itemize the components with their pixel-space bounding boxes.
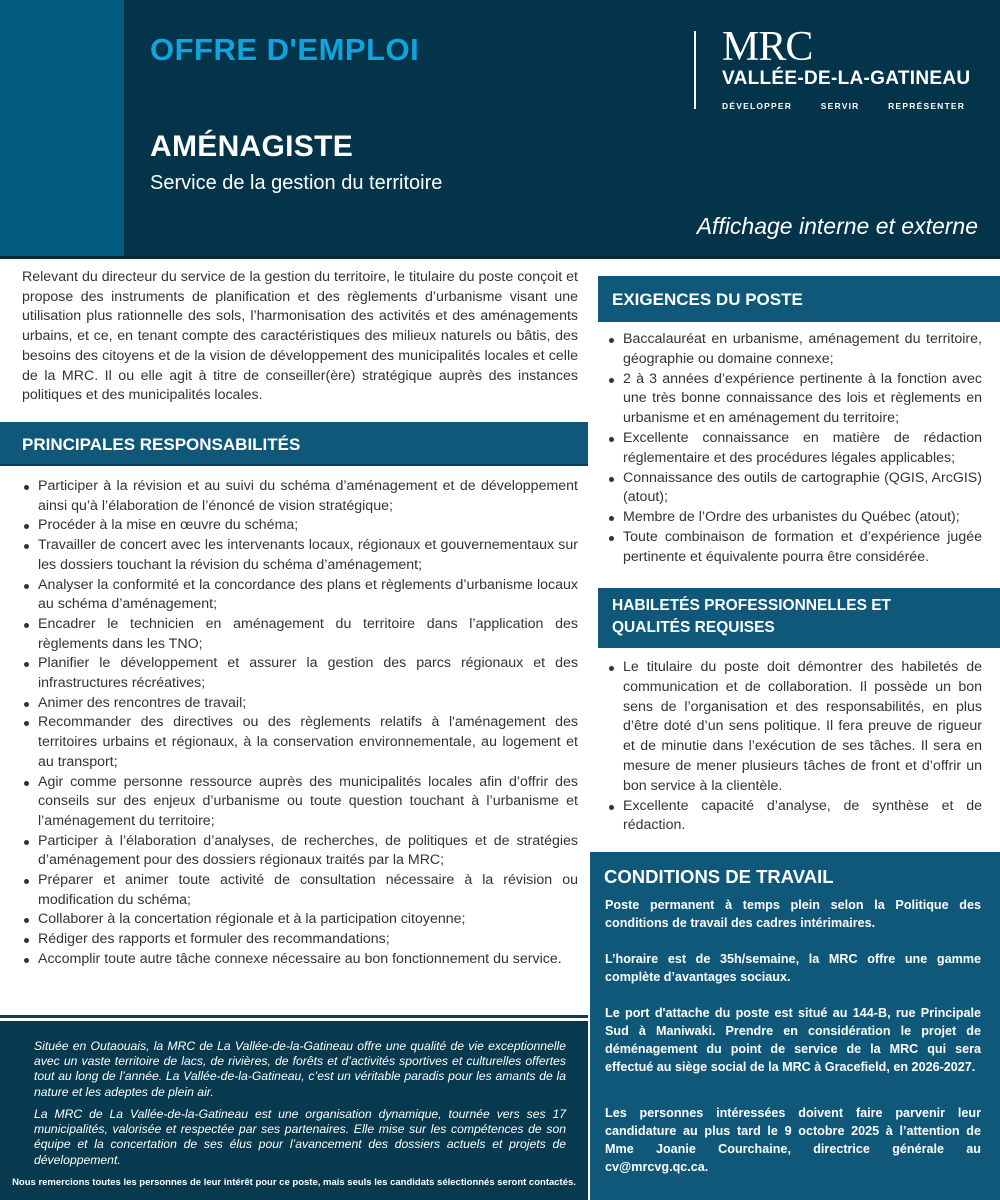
list-item: Membre de l’Ordre des urbanistes du Québec (atout);	[607, 508, 982, 528]
skills-heading-line: QUALITÉS REQUISES	[612, 619, 775, 636]
work-conditions-heading: CONDITIONS DE TRAVAIL	[604, 866, 834, 887]
list-item: Connaissance des outils de cartographie (QGIS, ArcGIS) (atout);	[607, 469, 982, 509]
list-item: Le titulaire du poste doit démontrer des habiletés de communication et de collaboration. Il possède un bon sens de l’organisation et des responsabilités, en plus d’être doté d’un sens politique. Il fera preuve de rigueur et de minutie dans l’exécution de ses tâches. Il sera en mesure de mener plusieurs tâches de front et d’offrir un bon service à la clientèle.	[607, 658, 982, 797]
list-item: Accomplir toute autre tâche connexe nécessaire au bon fonctionnement du service.	[22, 950, 578, 970]
conditions-paragraph: Poste permanent à temps plein selon la Politique des conditions de travail des cadres intérimaires.	[605, 898, 981, 930]
list-item: Planifier le développement et assurer la gestion des parcs régionaux et des infrastructures récréatives;	[22, 654, 578, 693]
list-item: Encadrer le technicien en aménagement du territoire dans l’application des règlements dans les TNO;	[22, 615, 578, 654]
responsibilities-heading: PRINCIPALES RESPONSABILITÉS	[0, 422, 588, 466]
requirements-list	[607, 330, 982, 568]
list-item: Excellente capacité d’analyse, de synthèse et de rédaction.	[607, 797, 982, 837]
list-item: Toute combinaison de formation et d’expérience jugée pertinente et équivalente pourra être considérée.	[607, 528, 982, 568]
list-item: Travailler de concert avec les intervenants locaux, régionaux et gouvernementaux sur les dossiers touchant la révision du schéma d’aménagement;	[22, 536, 578, 575]
about-paragraph: La MRC de La Vallée-de-la-Gatineau est une organisation dynamique, tournée vers ses 17 municipalités, valorisée et respectée par ses partenaires. Elle mise sur les compétences de son équipe et la concertation de ses élus pour l’avancement des dossiers actuels et projets de développement.	[34, 1107, 566, 1167]
section-divider	[0, 1015, 588, 1018]
list-item: Excellente connaissance en matière de rédaction réglementaire et des procédures légales applicables;	[607, 429, 982, 469]
conditions-paragraph: L’horaire est de 35h/semaine, la MRC offre une gamme complète d’avantages sociaux.	[605, 952, 981, 984]
posting-type: Affichage interne et externe	[696, 213, 978, 239]
skills-heading	[598, 588, 1000, 648]
list-item: Rédiger des rapports et formuler des recommandations;	[22, 930, 578, 950]
work-conditions-box	[590, 852, 1000, 1200]
conditions-paragraph: Le port d'attache du poste est situé au 144-B, rue Principale Sud à Maniwaki. Prendre en considération le projet de déménagement du point de service de la MRC qui sera effectué au siège social de la MRC à Gracefield, en 2026-2027.	[605, 1006, 981, 1074]
list-item: Participer à l’élaboration d’analyses, de recherches, de politiques et de stratégies d’aménagement pour des dossiers régionaux traités par la MRC;	[22, 832, 578, 871]
intro-paragraph: Relevant du directeur du service de la gestion du territoire, le titulaire du poste conçoit et propose des instruments de planification et des règlements d’urbanisme visant une utilisation plus rationnelle des sols, l’harmonisation des activités et des aménagements urbains, et ce, en tenant compte des caractéristiques des milieux naturels ou bâtis, des besoins des citoyens et de la vision de développement des municipalités locales et celle de la MRC. Il ou elle agit à titre de conseiller(ère) stratégique auprès des instances politiques et des municipalités locales.	[22, 269, 578, 404]
responsibilities-list	[22, 477, 578, 970]
header-accent-strip	[0, 0, 124, 258]
list-item: Analyser la conformité et la concordance des plans et règlements d’urbanisme locaux au schéma d’aménagement;	[22, 576, 578, 615]
job-title: AMÉNAGISTE	[150, 130, 354, 163]
skills-list	[607, 658, 982, 836]
logo-name: VALLÉE-DE-LA-GATINEAU	[722, 68, 971, 89]
list-item: Recommander des directives ou des règlements relatifs à l'aménagement des territoires urbains et régionaux, à la conservation environnementale, au logement et au transport;	[22, 713, 578, 772]
skills-heading-line: HABILETÉS PROFESSIONNELLES ET	[612, 597, 892, 614]
logo-tagline: DÉVELOPPER SERVIR REPRÉSENTER	[722, 101, 966, 111]
list-item: Baccalauréat en urbanisme, aménagement du territoire, géographie ou domaine connexe;	[607, 330, 982, 370]
list-item: Préparer et animer toute activité de consultation nécessaire à la révision ou modification du schéma;	[22, 871, 578, 910]
list-item: 2 à 3 années d’expérience pertinente à la fonction avec une très bonne connaissance des lois et règlements en urbanisme et en aménagement du territoire;	[607, 370, 982, 429]
list-item: Animer des rencontres de travail;	[22, 694, 578, 714]
requirements-heading: EXIGENCES DU POSTE	[598, 276, 1000, 322]
job-service: Service de la gestion du territoire	[150, 172, 443, 194]
thanks-note: Nous remercions toutes les personnes de leur intérêt pour ce poste, mais seuls les candidats sélectionnés seront contactés.	[12, 1177, 576, 1188]
list-item: Participer à la révision et au suivi du schéma d’aménagement et de développement ainsi qu’à l’élaboration de l’énoncé de vision stratégique;	[22, 477, 578, 516]
about-paragraph: Située en Outaouais, la MRC de La Vallée-de-la-Gatineau offre une qualité de vie exceptionnelle avec un vaste territoire de lacs, de rivières, de forêts et d’activités sportives et culturelles offertes tout au long de l’année. La Vallée-de-la-Gatineau, c’est un véritable paradis pour les amants de la nature et les adeptes de plein air.	[34, 1039, 566, 1099]
about-organization-box	[0, 1021, 588, 1200]
logo-mrc: MRC	[722, 24, 813, 70]
application-instructions: Les personnes intéressées doivent faire parvenir leur candidature au plus tard le 9 octobre 2025 à l’attention de Mme Joanie Courchaine, directrice générale au cv@mrcvg.qc.ca.	[605, 1106, 981, 1174]
logo-divider	[694, 31, 696, 109]
list-item: Agir comme personne ressource auprès des municipalités locales afin d’offrir des conseils sur des enjeux d’urbanisme ou toute question touchant à l’urbanisme et l’aménagement du territoire;	[22, 773, 578, 832]
list-item: Collaborer à la concertation régionale et à la participation citoyenne;	[22, 910, 578, 930]
list-item: Procéder à la mise en œuvre du schéma;	[22, 516, 578, 536]
job-offer-kicker: OFFRE D'EMPLOI	[150, 32, 420, 67]
